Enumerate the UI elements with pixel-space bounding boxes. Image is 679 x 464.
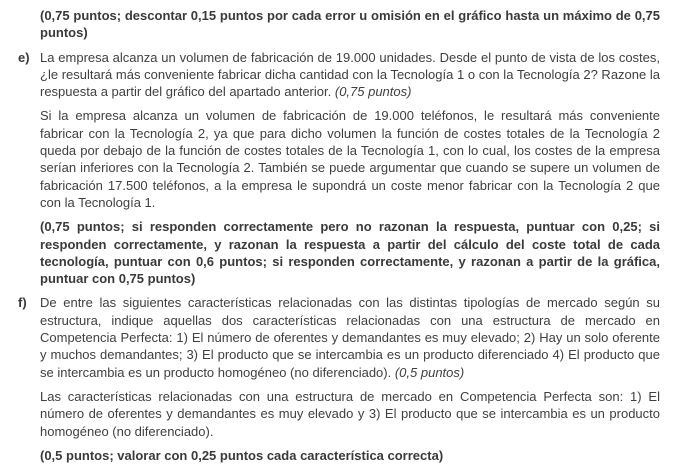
item-e-question	[40, 49, 660, 101]
item-f-question	[40, 294, 660, 380]
item-e-question-body: La empresa alcanza un volumen de fabricación de 19.000 unidades. Desde el punto de vista de los costes, ¿le resultará más conveniente fabricar dicha cantidad con la Tecnología 1 o con la Tecnología 2? Razone la respuesta a partir del gráfico del apartado anterior.	[40, 49, 660, 100]
item-e-answer: Si la empresa alcanza un volumen de fabricación de 19.000 teléfonos, le resultará más conveniente fabricar con la Tecnología 2, ya que para dicho volumen la función de costes totales de la Tecnología 2 queda por debajo de la función de costes totales de la Tecnología 1, con lo cual, los costes de la empresa serían inferiores con la Tecnología 2. También se puede argumentar que cuando se supere un volumen de fabricación 17.500 teléfonos, a la empresa le supondrá un coste menor fabricar con la Tecnología 2 que con la Tecnología 1.	[40, 108, 660, 210]
item-e-marker: e)	[18, 49, 30, 65]
item-f-marker: f)	[18, 295, 27, 311]
item-f-question-points: (0,5 puntos)	[394, 364, 465, 380]
item-e-rubric: (0,75 puntos; si responden correctamente pero no razonan la respuesta, puntuar con 0,25; si responden correctamente, y razonan la respuesta a partir del cálculo del coste total de cada tecnología, puntuar con 0,6 puntos; si responden correctamente, y razonan a partir de la gráfica, puntuar con 0,75 puntos)	[40, 219, 660, 287]
intro-rubric-text: (0,75 puntos; descontar 0,15 puntos por cada error u omisión en el gráfico hasta un máximo de 0,75 puntos)	[40, 8, 660, 41]
question-item-e	[18, 49, 660, 288]
item-f-question-body: De entre las siguientes características relacionadas con las distintas tipologías de mercado según su estructura, indique aquellas dos características relacionadas con una estructura de mercado en Competencia Perfecta: 1) El número de oferentes y demandantes es muy elevado; 2) Hay un solo oferente y muchos demandantes; 3) El producto que se intercambia es un producto diferenciado 4) El producto que se intercambia es un producto homogéneo (no diferenciado).	[40, 295, 660, 380]
item-f-rubric: (0,5 puntos; valorar con 0,25 puntos cada característica correcta)	[40, 447, 444, 463]
item-f-answer: Las características relacionadas con una estructura de mercado en Competencia Perfecta son: 1) El número de oferentes y demandantes es muy elevado y 3) El producto que se intercambia es un producto homogéneo (no diferenciado).	[40, 388, 660, 439]
item-e-question-points: (0,75 puntos)	[334, 84, 412, 100]
question-item-f	[18, 294, 660, 464]
